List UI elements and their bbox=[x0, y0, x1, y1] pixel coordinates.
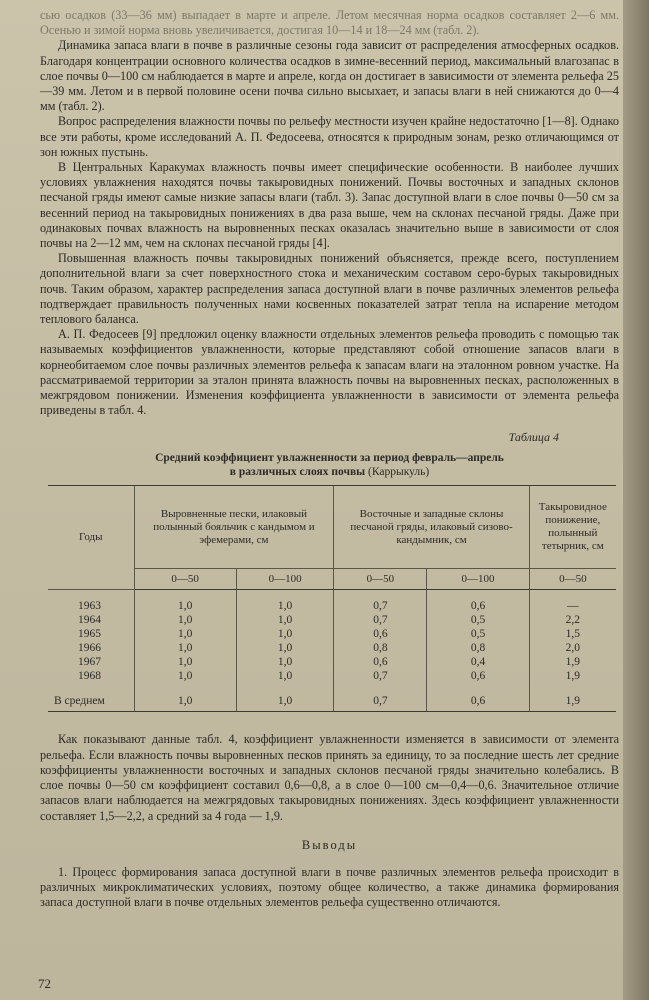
paragraph-increased-moisture: Повышенная влажность почвы такыровидных понижений объясняется, прежде всего, поступлением дополнительной влаги за счет поверхностного стока и механическим составом серо-бурых такыровидных почв. Таким образом, характер распределения запаса доступной влаги в почве различных элементов рельефа подтверждает правильность полученных нами косвенных показателей затрат тепла на испарение методом теплового баланса. bbox=[40, 251, 619, 327]
table-cell: 0,6 bbox=[427, 590, 529, 614]
table-cell: 1,9 bbox=[529, 683, 616, 712]
subheader-0-50: 0—50 bbox=[529, 569, 616, 590]
table-cell: 0,4 bbox=[427, 655, 529, 669]
subheader-0-50: 0—50 bbox=[134, 569, 236, 590]
paragraph-fedoseev: А. П. Федосеев [9] предложил оценку влажности отдельных элементов рельефа проводить с помощью так называемых коэффициентов увлажненности, которые представляют собой отношение запасов влаги в корнеобитаемом слое почвы различных элементов рельефа к запасам влаги на эталонном ровном участке. На рассматриваемой территории за эталон принята влажность почвы на выровненных песках, расположенных в межгрядовом понижении. Изменения коэффициента увлажненности в зависимости от элемента рельефа приведены в табл. 4. bbox=[40, 327, 619, 418]
table-cell: 0,8 bbox=[427, 641, 529, 655]
table-cell: 0,6 bbox=[334, 627, 427, 641]
table-cell: 1,0 bbox=[134, 590, 236, 614]
table-caption-line1: Средний коэффициент увлажненности за период февраль—апрель bbox=[155, 452, 504, 465]
table-cell: 2,0 bbox=[529, 641, 616, 655]
table-caption bbox=[40, 451, 619, 479]
moisture-coefficient-table bbox=[48, 485, 616, 712]
table-row bbox=[48, 590, 616, 614]
table-cell: 1,0 bbox=[134, 655, 236, 669]
paragraph-moisture-dynamics: Динамика запаса влаги в почве в различные сезоны года зависит от распределения атмосферных осадков. Благодаря концентрации основного количества осадков в зимне-весенний период, максимальный влагозапас в слое почвы 0—100 см наблюдается в марте и апреле, когда он достигает в зависимости от элемента рельефа 25—39 мм. Летом и в первой половине осени почва сильно высыхает, и запасы влаги в ней снижаются до 0—4 мм (табл. 2). bbox=[40, 38, 619, 114]
table-cell: 1,0 bbox=[236, 669, 334, 683]
table-cell: 1,0 bbox=[236, 655, 334, 669]
col-header-takyr-depression: Такыровидное понижение, полынный тетырник, см bbox=[529, 486, 616, 569]
table-cell: 0,7 bbox=[334, 613, 427, 627]
col-header-leveled-sands: Выровненные пески, илаковый полынный бояльчик с кандымом и эфемерами, см bbox=[134, 486, 334, 569]
table-row bbox=[48, 641, 616, 655]
table-cell: 0,8 bbox=[334, 641, 427, 655]
cell-year: 1968 bbox=[78, 670, 101, 683]
table-cell: 0,7 bbox=[334, 683, 427, 712]
table-caption-line2: в различных слоях почвы bbox=[229, 466, 366, 479]
table-row bbox=[48, 627, 616, 641]
table-row bbox=[48, 669, 616, 683]
table-cell: 1,0 bbox=[236, 613, 334, 627]
paragraph-karakum: В Центральных Каракумах влажность почвы имеет специфические особенности. В наиболее лучших условиях увлажнения находятся почвы такыровидных понижений. Почвы восточных и западных склонов песчаной гряды имеют самые низкие запасы влаги (табл. 3). Запас доступной влаги в слое почвы 0—50 см за весенний период на такыровидных понижениях в два раза выше, чем на склонах песчаной гряды. Даже при одинаковых почвах влажность на выровненных песках оказалась значительно выше в зависимости от слоя почвы на 2—12 мм, чем на склонах песчаной гряды [4]. bbox=[40, 160, 619, 251]
table-cell: 0,7 bbox=[334, 590, 427, 614]
col-header-ridge-slopes: Восточные и западные склоны песчаной гряды, илаковый сизово-кандымник, см bbox=[334, 486, 529, 569]
cell-year: 1963 bbox=[78, 600, 101, 613]
table-cell: 2,2 bbox=[529, 613, 616, 627]
table-cell: 1,0 bbox=[134, 641, 236, 655]
table-cell: 0,6 bbox=[427, 669, 529, 683]
table-cell: 0,5 bbox=[427, 613, 529, 627]
table-cell: 1,0 bbox=[134, 613, 236, 627]
col-header-years: Годы bbox=[48, 486, 134, 590]
table-row bbox=[48, 655, 616, 669]
cell-year: 1964 bbox=[78, 614, 101, 627]
table-cell: 1,0 bbox=[236, 641, 334, 655]
table-cell: 1,0 bbox=[236, 627, 334, 641]
page-number: 72 bbox=[38, 976, 51, 991]
table-cell: 1,9 bbox=[529, 655, 616, 669]
table-cell: 0,5 bbox=[427, 627, 529, 641]
table-cell: — bbox=[529, 590, 616, 614]
table-row-average bbox=[48, 683, 616, 712]
cell-year: 1965 bbox=[78, 628, 101, 641]
conclusion-item-1: 1. Процесс формирования запаса доступной влаги в почве различных элементов рельефа происходит в различных микроклиматических условиях, поэтому общее количество, а также динамика формирования запаса доступной влаги в почве отдельных элементов рельефа существенно отличаются. bbox=[40, 864, 619, 910]
subheader-0-100: 0—100 bbox=[236, 569, 334, 590]
table-row bbox=[48, 613, 616, 627]
table-cell: 0,7 bbox=[334, 669, 427, 683]
table-cell: 1,9 bbox=[529, 669, 616, 683]
table-cell: 1,0 bbox=[134, 683, 236, 712]
table-cell: 0,6 bbox=[334, 655, 427, 669]
table-cell: 0,6 bbox=[427, 683, 529, 712]
table-number-label: Таблица 4 bbox=[508, 430, 559, 445]
paragraph-continued: сью осадков (33—36 мм) выпадает в марте и апреле. Летом месячная норма осадков составляет 2—6 мм. Осенью и зимой норма вновь увеличивается, достигая 10—14 и 18—24 мм (табл. 2). bbox=[40, 8, 619, 38]
paragraph-table-discussion: Как показывают данные табл. 4, коэффициент увлажненности изменяется в зависимости от элемента рельефа. Если влажность почвы выровненных песков принять за единицу, то за последние шесть лет средние коэффициенты увлажненности восточных и западных склонов песчаной гряды значительно колебались. В слое почвы 0—50 см коэффициент составил 0,6—0,8, а в слое 0—100 см—0,4—0,6. Значительное отличие запасов влаги наблюдается на межгрядовых такыровидных понижениях. Здесь коэффициент увлажненности составляет 1,5—2,2, а средний за 4 года — 1,9. bbox=[40, 732, 619, 823]
cell-average-label: В среднем bbox=[48, 683, 134, 712]
table-cell: 1,5 bbox=[529, 627, 616, 641]
cell-year: 1966 bbox=[78, 642, 101, 655]
paragraph-relief-question: Вопрос распределения влажности почвы по рельефу местности изучен крайне недостаточно [1—8]. Однако все эти работы, кроме исследований А. П. Федосеева, относятся к природным зонам, резко отличающимся от зон южных пустынь. bbox=[40, 114, 619, 159]
page-edge-shadow bbox=[623, 0, 649, 1000]
table-cell: 1,0 bbox=[134, 669, 236, 683]
table-cell: 1,0 bbox=[236, 683, 334, 712]
table-caption-place: (Каррыкуль) bbox=[368, 466, 430, 479]
subheader-0-100: 0—100 bbox=[427, 569, 529, 590]
table-cell: 1,0 bbox=[236, 590, 334, 614]
cell-year: 1967 bbox=[78, 656, 101, 669]
table-cell: 1,0 bbox=[134, 627, 236, 641]
subheader-0-50: 0—50 bbox=[334, 569, 427, 590]
section-heading-conclusions: Выводы bbox=[301, 837, 358, 852]
